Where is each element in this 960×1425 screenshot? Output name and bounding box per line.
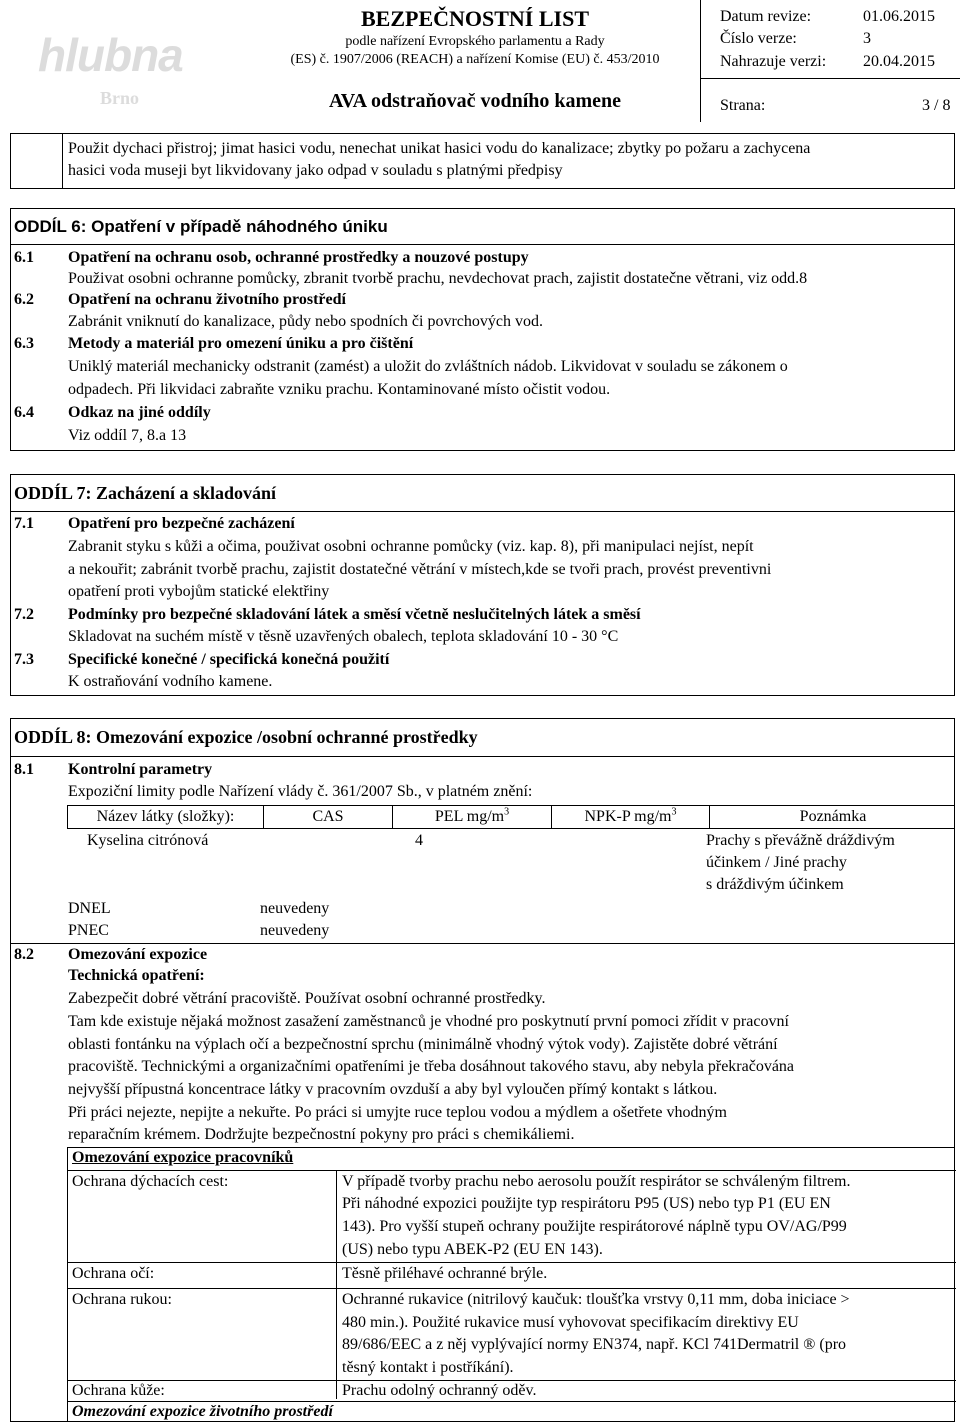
pnec-value: neuvedeny: [260, 922, 330, 939]
resp-text-1: V případě tvorby prachu nebo aerosolu použít respirátor se schváleným filtrem.: [342, 1173, 851, 1190]
s73-number: 7.3: [14, 651, 34, 668]
eyes-text: Těsně přiléhavé ochranné brýle.: [342, 1265, 548, 1282]
s72-number: 7.2: [14, 606, 34, 623]
col-pel: PEL $mg/m^3$: [434, 806, 510, 825]
exposure-table-header: [67, 805, 955, 829]
section-7-heading: ODDÍL 7: Zacházení a skladování: [14, 483, 277, 503]
s71-text-2: a nekouřit; zabránit tvorbě prachu, zajistit dostatečné větrání v místech,kde se tvoři prach, provést preventivni: [68, 561, 772, 578]
s61-text: Použivat osobni ochranne pomůcky, zbranit tvorbě prachu, nevdechovat prach, zajistit dostatečne větrani, viz odd.8: [68, 270, 808, 287]
fire-note-line-1: Použit dychaci přistroj; jimat hasici vodu, nenechat unikat hasici vodu do kanalizace; zbytky po požaru a zachycena: [68, 140, 811, 157]
col-note: Poznámka: [799, 808, 867, 825]
document-title: BEZPEČNOSTNÍ LIST: [360, 6, 590, 31]
s64-number: 6.4: [14, 404, 34, 421]
dnel-value: neuvedeny: [260, 900, 330, 917]
resp-text-3: 143). Pro vyšší stupeň ochrany použijte respirátorové náplně typu OV/AG/P99: [342, 1218, 847, 1235]
hands-text-1: Ochranné rukavice (nitrilový kaučuk: tloušťka vrstvy 0,11 mm, doba iniciace >: [342, 1291, 850, 1308]
revision-date: Datum revize: 01.06.2015: [720, 8, 935, 25]
tech-text-2: Tam kde existuje nějaká možnost zasažení zaměstnanců je vhodné pro poskytnutí první pomoci zřídit v pracovní: [68, 1013, 789, 1030]
tech-text-1: Zabezpečit dobré větrání pracoviště. Používat osobní ochranné prostředky.: [68, 990, 546, 1007]
product-name: AVA odstraňovač vodního kamene: [328, 90, 622, 112]
document-header: [0, 0, 960, 125]
resp-label: Ochrana dýchacích cest:: [72, 1173, 229, 1190]
section-6: [10, 208, 955, 451]
tech-title: Technická opatření:: [68, 967, 205, 984]
logo-city: Brno: [100, 88, 140, 108]
s63-title: Metody a materiál pro omezení úniku a pro čištění: [68, 335, 414, 352]
section-8-heading: ODDÍL 8: Omezování expozice /osobní ochranné prostředky: [14, 727, 478, 747]
pnec-label: PNEC: [68, 922, 109, 939]
section-7: [10, 474, 955, 696]
section-6-heading: ODDÍL 6: Opatření v případě náhodného úniku: [14, 217, 388, 236]
s64-text: Viz oddíl 7, 8.a 13: [68, 427, 187, 444]
fire-note-indent: [11, 134, 63, 188]
s63-text-2: odpadech. Při likvidaci zabraňte vzniku prachu. Kontaminované místo očistit vodou.: [68, 381, 611, 398]
version-number: Číslo verze: 3: [720, 30, 871, 47]
s73-text: K ostraňování vodního kamene.: [68, 673, 273, 690]
s64-title: Odkaz na jiné oddíly: [68, 404, 211, 421]
tech-text-4: pracoviště. Technickými a organizačními opatřeními je třeba dosáhnout takového stavu, aby nebyla překračována: [68, 1058, 795, 1075]
section-8-rule: [11, 756, 954, 757]
company-logo: [8, 8, 258, 118]
s81-text: Expoziční limity podle Nařízení vlády č. 361/2007 Sb., v platném znění:: [68, 783, 533, 800]
s63-text-1: Uniklý materiál mechanicky odstranit (zamést) a uložit do zvláštních nádob. Likvidovat v souladu se zákonem o: [68, 358, 788, 375]
eyes-label: Ochrana očí:: [72, 1265, 155, 1282]
s82-number: 8.2: [14, 946, 34, 963]
section-6-rule: [11, 244, 954, 245]
s72-title: Podmínky pro bezpečné skladování látek a směsí včetně neslučitelných látek a směsí: [68, 606, 641, 623]
row-pel: 4: [415, 832, 423, 849]
fire-note-box: [10, 133, 955, 189]
logo-wordmark: hlubna: [38, 29, 183, 81]
s82-rule: [11, 943, 954, 944]
fire-note-line-2: hasici voda museji byt likvidovany jako odpad v souladu s platnými předpisy: [68, 162, 563, 179]
resp-text-4: (US) nebo typu ABEK-P2 (EU EN 143).: [342, 1241, 603, 1258]
row-note-2: účinkem / Jiné prachy: [706, 854, 847, 871]
col-substance: Název látky (složky):: [96, 808, 235, 825]
col-npk: NPK-P $mg/m^3$: [584, 806, 677, 825]
section-7-rule: [11, 511, 954, 512]
s71-text-1: Zabranit styku s kůži a očima, použivat osobni ochranne pomůcky (viz. kap. 8), při manipulaci nejíst, nepít: [68, 538, 754, 555]
regulation-line-1: podle nařízení Evropského parlamentu a Rady: [345, 34, 605, 49]
hands-label: Ochrana rukou:: [72, 1291, 172, 1308]
s61-number: 6.1: [14, 249, 34, 266]
s71-text-3: opatření proti vybojům statické elektřiny: [68, 583, 330, 600]
row-note-1: Prachy s převážně dráždivým: [706, 832, 895, 849]
s81-number: 8.1: [14, 761, 34, 778]
skin-label: Ochrana kůže:: [72, 1382, 165, 1399]
s82-title: Omezování expozice: [68, 946, 208, 963]
tech-text-5: nejvyšší přípustná koncentrace látky v pracovním ovzduší a aby byl vyloučen přímý kontakt s látkou.: [68, 1081, 718, 1098]
env-title: Omezování expozice životního prostředí: [72, 1403, 333, 1420]
workers-exposure-table: [67, 1147, 955, 1422]
section-8: [10, 718, 955, 1422]
page-number: Strana: 3 / 8: [720, 97, 951, 114]
row-substance: Kyselina citrónová: [87, 832, 209, 849]
tech-text-3: oblasti fontánku na výplach očí a bezpečnostní sprchu (minimálně vhodný výtok vody). Zajistěte dobré větrání: [68, 1036, 778, 1053]
skin-text: Prachu odolný ochranný oděv.: [342, 1382, 537, 1399]
s71-number: 7.1: [14, 515, 34, 532]
s62-title: Opatření na ochranu životního prostředí: [68, 291, 346, 308]
s73-title: Specifické konečné / specifická konečná použití: [68, 651, 390, 668]
workers-title: Omezování expozice pracovníků: [72, 1149, 294, 1166]
regulation-line-2: (ES) č. 1907/2006 (REACH) a nařízení Komise (EU) č. 453/2010: [290, 52, 660, 67]
row-note-3: s dráždivým účinkem: [706, 876, 844, 893]
header-rule: [700, 78, 960, 79]
s72-text: Skladovat na suchém místě v těsně uzavřených obalech, teplota skladování 10 - 30 °C: [68, 628, 619, 645]
s81-title: Kontrolní parametry: [68, 761, 213, 778]
replaces-version: Nahrazuje verzi: 20.04.2015: [720, 53, 935, 70]
tech-text-6: Při práci nejezte, nepijte a nekuřte. Po práci si umyjte ruce teplou vodou a mýdlem a ošetřete vhodným: [68, 1104, 727, 1121]
s61-title: Opatření na ochranu osob, ochranné prostředky a nouzové postupy: [68, 249, 529, 266]
s71-title: Opatření pro bezpečné zacházení: [68, 515, 295, 532]
s62-text: Zabránit vniknutí do kanalizace, půdy nebo spodních či povrchových vod.: [68, 313, 543, 330]
tech-text-7: reparačním krémem. Dodržujte bezpečnostní pokyny pro práci s chemikáliemi.: [68, 1126, 575, 1143]
resp-text-2: Při náhodné expozici použijte typ respirátoru P95 (US) nebo typ P1 (EU EN: [342, 1195, 831, 1212]
hands-text-4: těsný kontakt i postříkání).: [342, 1359, 514, 1376]
s63-number: 6.3: [14, 335, 34, 352]
s62-number: 6.2: [14, 291, 34, 308]
hands-text-2: 480 min.). Použité rukavice musí vyhovovat specifikacím direktivy EU: [342, 1314, 799, 1331]
dnel-label: DNEL: [68, 900, 111, 917]
hands-text-3: 89/686/EEC a z něj vyplývající normy EN374, např. KCl 741Dermatril ® (pro: [342, 1336, 847, 1353]
header-divider: [700, 0, 701, 122]
col-cas: CAS: [312, 808, 344, 825]
